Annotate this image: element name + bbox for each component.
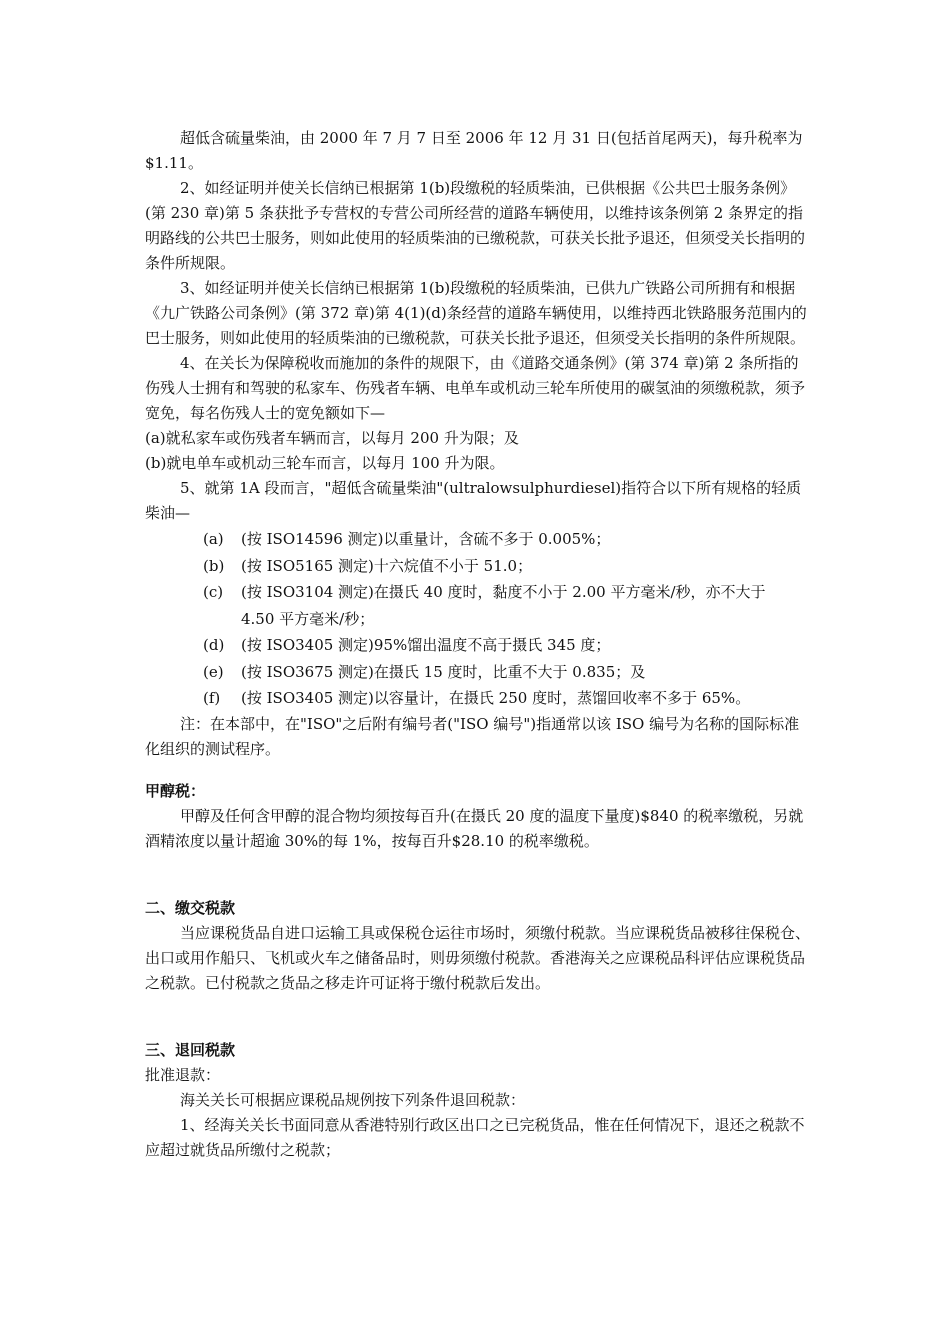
spec-list	[203, 526, 810, 712]
paragraph-ulsd-rate: 超低含硫量柴油，由 2000 年 7 月 7 日至 2006 年 12 月 31 日(包括首尾两天)，每升税率为$1.11。	[145, 129, 803, 172]
section-2-paragraph: 当应课税货品自进口运输工具或保税仓运往市场时，须缴付税款。当应课税货品被移往保税仓、出口或用作船只、飞机或火车之储备品时，则毋须缴付税款。香港海关之应课税品科评估应课税货品之税款。已付税款之货品之移走许可证将于缴付税款后发出。	[145, 923, 811, 992]
spec-label: (e)	[203, 662, 224, 681]
spec-text: (按 ISO14596 测定)以重量计，含硫不多于 0.005%；	[241, 530, 611, 548]
iso-note: 注：在本部中，在"ISO"之后附有编号者("ISO 编号")指通常以该 ISO 编号为名称的国际标准化组织的测试程序。	[145, 714, 800, 758]
spec-label: (c)	[203, 583, 224, 601]
spec-label: (a)	[203, 530, 224, 548]
paragraph-3: 3、如经证明并使关长信纳已根据第 1(b)段缴税的轻质柴油，已供九广铁路公司所拥有和根据《九广铁路公司条例》(第 372 章)第 4(1)(d)条经营的道路车辆使用，以维持西北铁路服务范围内的巴士服务，则如此使用的轻质柴油的已缴税款，可获关长批予退还，但须受关长指明的条件所规限。	[145, 279, 807, 347]
section-2-heading: 二、缴交税款	[145, 898, 236, 917]
spec-text: (按 ISO3405 测定)以容量计，在摄氏 250 度时，蒸馏回收率不多于 65%。	[241, 689, 751, 707]
spec-item	[203, 526, 810, 553]
spec-item	[203, 685, 810, 712]
methanol-paragraph: 甲醇及任何含甲醇的混合物均须按每百升(在摄氏 20 度的温度下量度)$840 的税率缴税，另就酒精浓度以量计超逾 30%的每 1%，按每百升$28.10 的税率缴税。	[145, 806, 804, 850]
paragraph-4a: (a)就私家车或伤残者车辆而言，以每月 200 升为限；及	[145, 429, 519, 447]
spec-text: (按 ISO3104 测定)在摄氏 40 度时，黏度不小于 2.00 平方毫米/秒，亦不大于 4.50 平方毫米/秒；	[241, 583, 766, 628]
section-3-item-1: 1、经海关关长书面同意从香港特别行政区出口之已完税货品，惟在任何情况下，退还之税款不应超过就货品所缴付之税款；	[145, 1115, 805, 1159]
spec-label: (f)	[203, 689, 221, 707]
spec-label: (b)	[203, 556, 225, 575]
paragraph-5: 5、就第 1A 段而言，"超低含硫量柴油"(ultralowsulphurdiesel)指符合以下所有规格的轻质柴油—	[145, 479, 802, 522]
document-page	[145, 126, 810, 1163]
paragraph-4: 4、在关长为保障税收而施加的条件的规限下，由《道路交通条例》(第 374 章)第 2 条所指的伤残人士拥有和驾驶的私家车、伤残者车辆、电单车或机动三轮车所使用的碳氢油的须缴税款，须予宽免，每名伤残人士的宽免额如下—	[145, 354, 806, 422]
spec-item	[203, 659, 810, 686]
spec-item	[203, 632, 810, 659]
spec-text: (按 ISO3405 测定)95%馏出温度不高于摄氏 345 度；	[241, 636, 611, 654]
spec-item	[203, 579, 810, 632]
spec-item	[203, 553, 810, 580]
spec-text: (按 ISO3675 测定)在摄氏 15 度时，比重不大于 0.835；及	[241, 662, 646, 681]
spec-label: (d)	[203, 636, 225, 654]
paragraph-2: 2、如经证明并使关长信纳已根据第 1(b)段缴税的轻质柴油，已供根据《公共巴士服务条例》(第 230 章)第 5 条获批予专营权的专营公司所经营的道路车辆使用，以维持该条例第 2 条界定的指明路线的公共巴士服务，则如此使用的轻质柴油的已缴税款，可获关长批予退还，但须受关长指明的条件所规限。	[145, 179, 806, 272]
spec-text: (按 ISO5165 测定)十六烷值不小于 51.0；	[241, 556, 533, 575]
methanol-heading: 甲醇税：	[145, 781, 206, 800]
section-3-heading: 三、退回税款	[145, 1040, 236, 1059]
paragraph-4b: (b)就电单车或机动三轮车而言，以每月 100 升为限。	[145, 454, 505, 472]
section-3-subheading: 批准退款：	[145, 1065, 221, 1084]
section-3-intro: 海关关长可根据应课税品规例按下列条件退回税款：	[180, 1090, 526, 1109]
